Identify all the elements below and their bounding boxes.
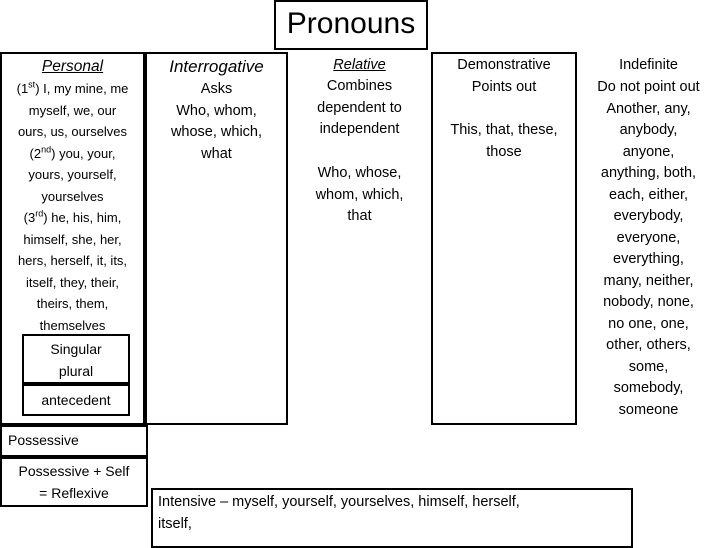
personal-list: (1st) I, my mine, me myself, we, our ours, us, ourselves (2nd) you, your, yours, yourself, yourselves (3rd) he, his, him, himself, she, her, hers, herself, it, its, itself, they, their, theirs, them, themselves <box>16 79 129 333</box>
singular-plural-text: Singular plural <box>50 341 102 379</box>
demonstrative-heading: Demonstrative <box>457 57 551 73</box>
possessive-label: Possessive <box>8 432 79 448</box>
page-title: Pronouns <box>286 7 416 40</box>
relative-heading: Relative <box>333 57 386 73</box>
demonstrative-list-top: Points out <box>471 79 537 95</box>
indefinite-heading: Indefinite <box>619 57 678 73</box>
demonstrative-box <box>431 52 577 425</box>
antecedent-label: antecedent <box>41 392 111 408</box>
relative-list-bottom: Who, whose, whom, which, that <box>315 165 404 224</box>
indefinite-list: Do not point out Another, any, anybody, anyone, anything, both, each, either, everybody, everyone, everything, many, neither, nobody, none, no one, one, other, others, some, somebody, someone <box>597 79 700 418</box>
interrogative-list: Asks Who, whom, whose, which, what <box>170 81 263 162</box>
reflexive-text: Possessive + Self = Reflexive <box>18 463 130 501</box>
relative-list-top: Combines dependent to independent <box>317 78 402 137</box>
demonstrative-list-bottom: This, that, these, those <box>450 122 558 160</box>
personal-heading: Personal <box>41 58 104 75</box>
interrogative-heading: Interrogative <box>169 57 264 76</box>
intensive-text: Intensive – myself, yourself, yourselves, himself, herself, itself, <box>158 494 520 532</box>
